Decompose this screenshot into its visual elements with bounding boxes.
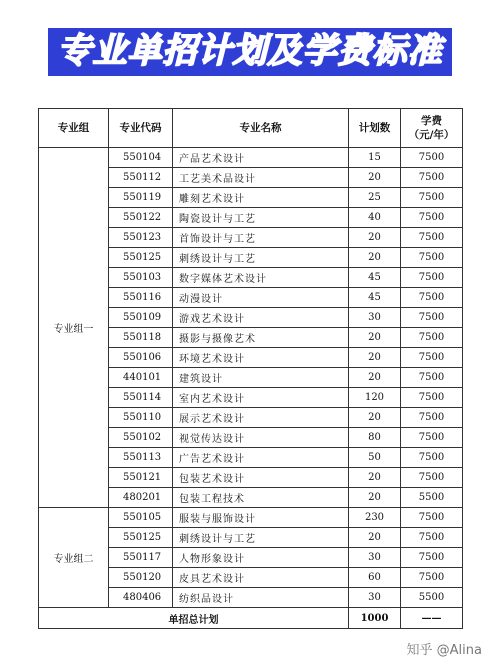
cell-plan: 20 xyxy=(349,468,401,488)
cell-fee: 7500 xyxy=(401,468,463,488)
cell-plan: 20 xyxy=(349,368,401,388)
cell-name: 摄影与摄像艺术 xyxy=(173,328,349,348)
cell-name: 皮具艺术设计 xyxy=(173,568,349,588)
cell-plan: 30 xyxy=(349,308,401,328)
header-plan: 计划数 xyxy=(349,109,401,148)
cell-fee: 7500 xyxy=(401,528,463,548)
cell-fee: 7500 xyxy=(401,328,463,348)
cell-plan: 20 xyxy=(349,528,401,548)
cell-fee: 7500 xyxy=(401,308,463,328)
header-code: 专业代码 xyxy=(109,109,173,148)
cell-fee: 7500 xyxy=(401,428,463,448)
cell-name: 数字媒体艺术设计 xyxy=(173,268,349,288)
cell-code: 550125 xyxy=(109,248,173,268)
table-row xyxy=(39,508,463,528)
cell-plan: 20 xyxy=(349,488,401,508)
cell-plan: 50 xyxy=(349,448,401,468)
cell-code: 550114 xyxy=(109,388,173,408)
cell-plan: 230 xyxy=(349,508,401,528)
cell-plan: 20 xyxy=(349,408,401,428)
group-label: 专业组一 xyxy=(39,148,109,508)
cell-code: 550113 xyxy=(109,448,173,468)
cell-name: 雕刻艺术设计 xyxy=(173,188,349,208)
cell-name: 包装工程技术 xyxy=(173,488,349,508)
cell-code: 550120 xyxy=(109,568,173,588)
cell-fee: 7500 xyxy=(401,508,463,528)
cell-name: 人物形象设计 xyxy=(173,548,349,568)
cell-fee: 7500 xyxy=(401,568,463,588)
cell-code: 550121 xyxy=(109,468,173,488)
cell-plan: 20 xyxy=(349,248,401,268)
cell-plan: 40 xyxy=(349,208,401,228)
cell-fee: 7500 xyxy=(401,148,463,168)
cell-code: 550119 xyxy=(109,188,173,208)
cell-name: 室内艺术设计 xyxy=(173,388,349,408)
header-fee-line2: （元/年） xyxy=(408,129,455,141)
cell-code: 550122 xyxy=(109,208,173,228)
cell-code: 550123 xyxy=(109,228,173,248)
cell-fee: 7500 xyxy=(401,288,463,308)
cell-name: 包装艺术设计 xyxy=(173,468,349,488)
cell-plan: 45 xyxy=(349,268,401,288)
cell-fee: 7500 xyxy=(401,228,463,248)
cell-fee: 5500 xyxy=(401,488,463,508)
cell-plan: 30 xyxy=(349,588,401,608)
cell-fee: 7500 xyxy=(401,368,463,388)
cell-name: 环境艺术设计 xyxy=(173,348,349,368)
cell-fee: 7500 xyxy=(401,248,463,268)
cell-code: 550118 xyxy=(109,328,173,348)
enrollment-plan-table xyxy=(38,108,463,629)
cell-fee: 7500 xyxy=(401,168,463,188)
cell-plan: 20 xyxy=(349,168,401,188)
cell-name: 工艺美术品设计 xyxy=(173,168,349,188)
cell-plan: 20 xyxy=(349,328,401,348)
header-group: 专业组 xyxy=(39,109,109,148)
cell-name: 陶瓷设计与工艺 xyxy=(173,208,349,228)
cell-plan: 15 xyxy=(349,148,401,168)
cell-fee: 7500 xyxy=(401,388,463,408)
watermark: 知乎 @Alina xyxy=(406,643,482,658)
cell-plan: 25 xyxy=(349,188,401,208)
cell-name: 游戏艺术设计 xyxy=(173,308,349,328)
cell-name: 视觉传达设计 xyxy=(173,428,349,448)
cell-code: 440101 xyxy=(109,368,173,388)
cell-code: 550116 xyxy=(109,288,173,308)
cell-name: 展示艺术设计 xyxy=(173,408,349,428)
cell-code: 550104 xyxy=(109,148,173,168)
cell-fee: 7500 xyxy=(401,348,463,368)
cell-fee: 7500 xyxy=(401,208,463,228)
cell-plan: 45 xyxy=(349,288,401,308)
cell-plan: 120 xyxy=(349,388,401,408)
cell-fee: 7500 xyxy=(401,548,463,568)
cell-code: 550106 xyxy=(109,348,173,368)
table-header-row xyxy=(39,109,463,148)
cell-name: 首饰设计与工艺 xyxy=(173,228,349,248)
cell-code: 550125 xyxy=(109,528,173,548)
title-banner xyxy=(48,16,452,86)
cell-code: 550105 xyxy=(109,508,173,528)
cell-plan: 60 xyxy=(349,568,401,588)
cell-code: 550110 xyxy=(109,408,173,428)
cell-fee: 7500 xyxy=(401,268,463,288)
cell-fee: 7500 xyxy=(401,448,463,468)
total-label: 单招总计划 xyxy=(39,608,349,629)
page-title: 专业单招计划及学费标准 xyxy=(57,31,443,71)
cell-plan: 20 xyxy=(349,348,401,368)
table-body xyxy=(39,148,463,629)
header-name: 专业名称 xyxy=(173,109,349,148)
cell-code: 550109 xyxy=(109,308,173,328)
total-plan: 1000 xyxy=(349,608,401,629)
cell-name: 动漫设计 xyxy=(173,288,349,308)
cell-name: 刺绣设计与工艺 xyxy=(173,528,349,548)
header-fee-line1: 学费 xyxy=(421,115,442,127)
cell-code: 550102 xyxy=(109,428,173,448)
total-row xyxy=(39,608,463,629)
group-label: 专业组二 xyxy=(39,508,109,608)
cell-name: 纺织品设计 xyxy=(173,588,349,608)
cell-name: 服装与服饰设计 xyxy=(173,508,349,528)
cell-fee: 7500 xyxy=(401,188,463,208)
cell-name: 广告艺术设计 xyxy=(173,448,349,468)
cell-code: 480201 xyxy=(109,488,173,508)
table-row xyxy=(39,148,463,168)
cell-plan: 80 xyxy=(349,428,401,448)
cell-code: 550117 xyxy=(109,548,173,568)
cell-plan: 30 xyxy=(349,548,401,568)
cell-fee: 5500 xyxy=(401,588,463,608)
cell-code: 480406 xyxy=(109,588,173,608)
cell-name: 建筑设计 xyxy=(173,368,349,388)
cell-code: 550103 xyxy=(109,268,173,288)
header-fee xyxy=(401,109,463,148)
total-fee: —— xyxy=(401,608,463,629)
cell-code: 550112 xyxy=(109,168,173,188)
cell-fee: 7500 xyxy=(401,408,463,428)
cell-name: 产品艺术设计 xyxy=(173,148,349,168)
cell-name: 刺绣设计与工艺 xyxy=(173,248,349,268)
cell-plan: 20 xyxy=(349,228,401,248)
